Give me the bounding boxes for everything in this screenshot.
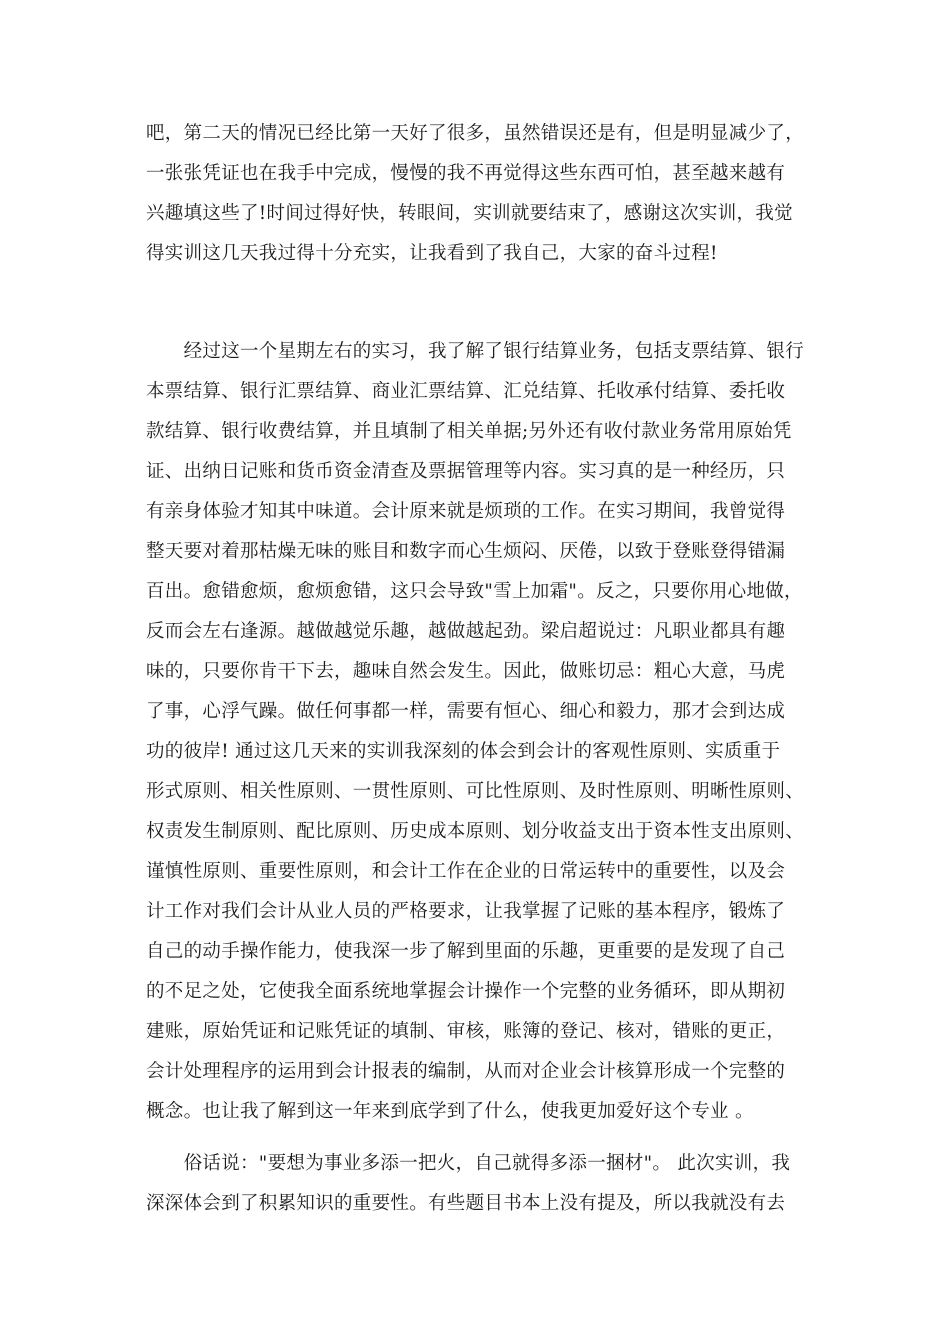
text-line: 本票结算、银行汇票结算、商业汇票结算、汇兑结算、托收承付结算、委托收 bbox=[146, 381, 786, 402]
text-line: 吧，第二天的情况已经比第一天好了很多，虽然错误还是有，但是明显减少了， bbox=[146, 123, 805, 144]
text-line: 经过这一个星期左右的实习，我了解了银行结算业务，包括支票结算、银行 bbox=[146, 341, 805, 362]
text-line: 有亲身体验才知其中味道。会计原来就是烦琐的工作。在实习期间，我曾觉得 bbox=[146, 501, 786, 522]
text-line: 一张张凭证也在我手中完成，慢慢的我不再觉得这些东西可怕，甚至越来越有 bbox=[146, 163, 786, 184]
paragraph-3 bbox=[146, 1144, 816, 1224]
text-line: 功的彼岸! 通过这几天来的实训我深刻的体会到会计的客观性原则、实质重于 bbox=[146, 741, 781, 762]
text-line: 自己的动手操作能力，使我深一步了解到里面的乐趣，更重要的是发现了自己 bbox=[146, 941, 786, 962]
text-line: 的不足之处，它使我全面系统地掌握会计操作一个完整的业务循环，即从期初 bbox=[146, 981, 786, 1002]
text-line: 计工作对我们会计从业人员的严格要求，让我掌握了记账的基本程序，锻炼了 bbox=[146, 901, 786, 922]
text-line: 概念。也让我了解到这一年来到底学到了什么，使我更加爱好这个专业 。 bbox=[146, 1101, 754, 1122]
text-line: 会计处理程序的运用到会计报表的编制，从而对企业会计核算形成一个完整的 bbox=[146, 1061, 786, 1082]
text-line: 权责发生制原则、配比原则、历史成本原则、划分收益支出于资本性支出原则、 bbox=[146, 821, 805, 842]
text-line: 谨慎性原则、重要性原则，和会计工作在企业的日常运转中的重要性，以及会 bbox=[146, 861, 786, 882]
text-line: 款结算、银行收费结算，并且填制了相关单据;另外还有收付款业务常用原始凭 bbox=[146, 421, 792, 442]
text-line: 形式原则、相关性原则、一贯性原则、可比性原则、及时性原则、明晰性原则、 bbox=[146, 781, 805, 802]
paragraph-1 bbox=[146, 114, 816, 274]
text-line: 证、出纳日记账和货币资金清查及票据管理等内容。实习真的是一种经历，只 bbox=[146, 461, 786, 482]
paragraph-2 bbox=[146, 332, 816, 1132]
text-line: 建账，原始凭证和记账凭证的填制、审核，账簿的登记、核对，错账的更正， bbox=[146, 1021, 786, 1042]
text-line: 得实训这几天我过得十分充实，让我看到了我自己，大家的奋斗过程! bbox=[146, 243, 718, 264]
text-line: 整天要对着那枯燥无味的账目和数字而心生烦闷、厌倦，以致于登账登得错漏 bbox=[146, 541, 786, 562]
text-line: 兴趣填这些了!时间过得好快，转眼间，实训就要结束了，感谢这次实训，我觉 bbox=[146, 203, 793, 224]
text-line: 味的，只要你肯干下去，趣味自然会发生。因此，做账切忌：粗心大意，马虎 bbox=[146, 661, 786, 682]
text-line: 深深体会到了积累知识的重要性。有些题目书本上没有提及，所以我就没有去 bbox=[146, 1193, 786, 1214]
text-line: 百出。愈错愈烦，愈烦愈错，这只会导致"雪上加霜"。反之，只要你用心地做， bbox=[146, 581, 803, 602]
text-line: 反而会左右逢源。越做越觉乐趣，越做越起劲。梁启超说过：凡职业都具有趣 bbox=[146, 621, 786, 642]
text-line: 俗话说："要想为事业多添一把火，自己就得多添一捆材"。 此次实训，我 bbox=[146, 1153, 791, 1174]
text-line: 了事，心浮气躁。做任何事都一样，需要有恒心、细心和毅力，那才会到达成 bbox=[146, 701, 786, 722]
